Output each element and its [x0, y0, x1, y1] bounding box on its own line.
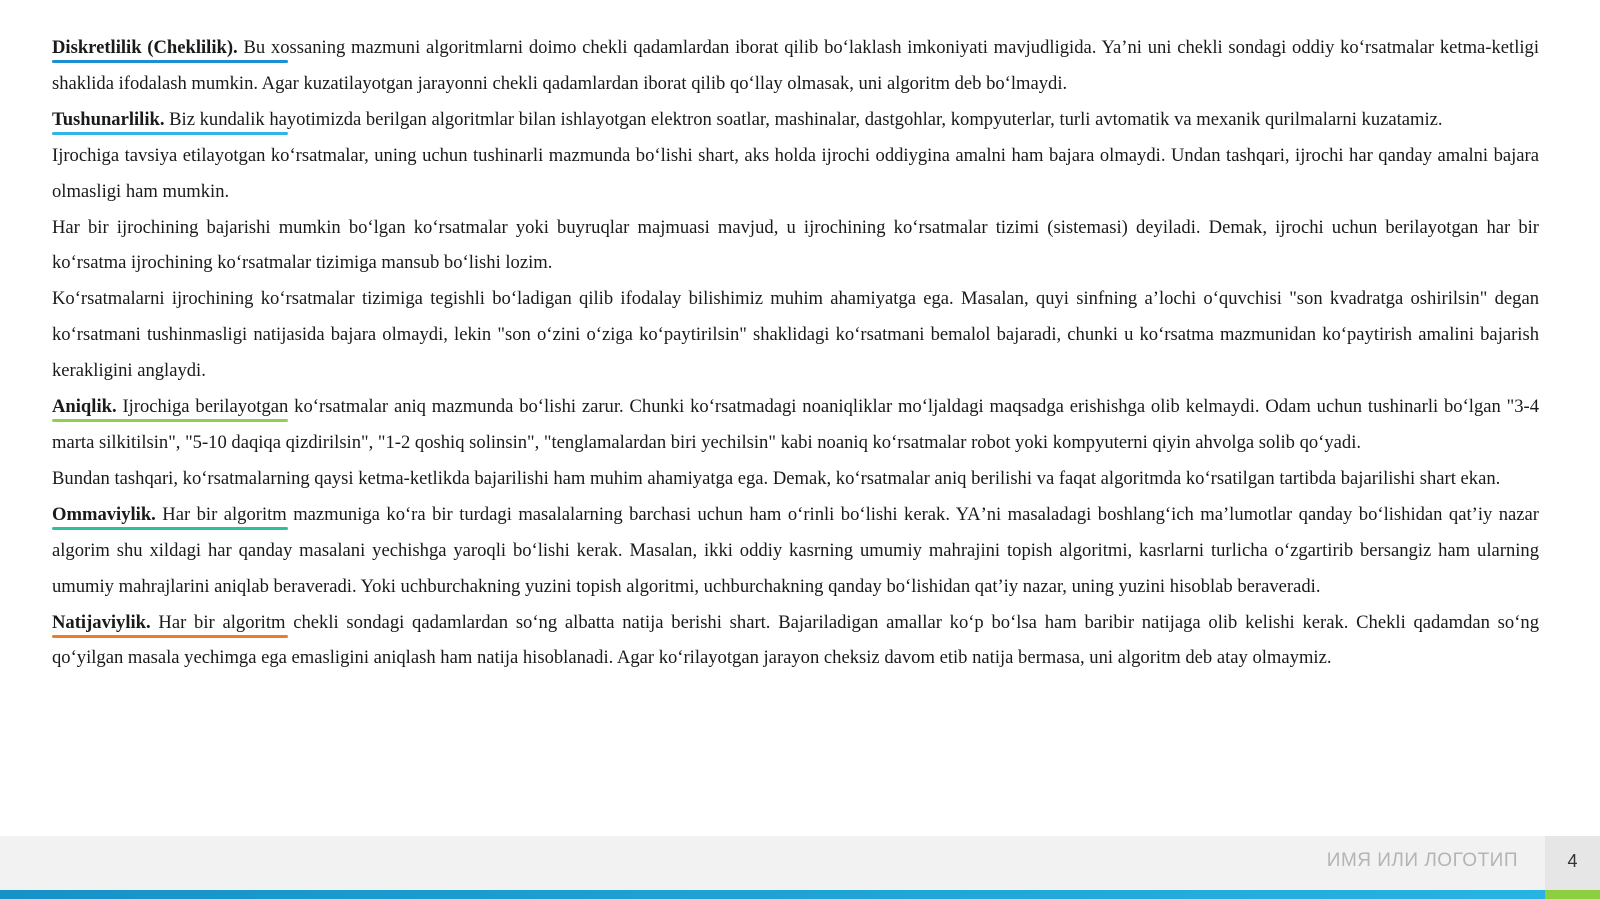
bottom-accent-bar [0, 890, 1545, 899]
paragraph-text: Har bir algoritm chekli sondagi qadamlardan soʻng albatta natija berishi shart. Bajariladigan amallar koʻp boʻlsa ham baribir natijaga olib kelishi kerak. Chekli qadamdan soʻng qoʻyilgan masala yechimga ega emasligini aniqlash ham natija hisoblanadi. Agar koʻrilayotgan jarayon cheksiz davom etib natija bermasa, uni algoritm deb atay olmaymiz. [52, 611, 1539, 669]
page-number: 4 [1567, 851, 1578, 871]
term-label: Tushunarlilik. [52, 108, 165, 130]
term-underline [52, 132, 288, 135]
term-heading [52, 396, 117, 417]
term-heading [52, 37, 238, 58]
term-underline [52, 635, 288, 638]
paragraph [52, 210, 1539, 282]
term-heading [52, 504, 156, 525]
term-underline [52, 419, 288, 422]
paragraph [52, 389, 1539, 461]
term-heading [52, 612, 151, 633]
paragraph-text: Biz kundalik hayotimizda berilgan algoritmlar bilan ishlayotgan elektron soatlar, mashinalar, dastgohlar, kompyuterlar, turli avtomatik va mexanik qurilmalarni kuzatamiz. [164, 108, 1443, 130]
term-label: Ommaviylik. [52, 503, 156, 525]
term-underline [52, 527, 288, 530]
slide-body [52, 30, 1539, 676]
paragraph-text: Bu xossaning mazmuni algoritmlarni doimo chekli qadamlardan iborat qilib boʻlaklash imkoniyati mavjudligida. Yaʼni uni chekli sondagi oddiy koʻrsatmalar ketma-ketligi shaklida ifodalash mumkin. Agar kuzatilayotgan jarayonni chekli qadamlardan iborat qilib qoʻllay olmasak, uni algoritm deb boʻlmaydi. [52, 37, 1539, 94]
paragraph [52, 605, 1539, 677]
paragraph [52, 30, 1539, 102]
term-label: Diskretlilik (Cheklilik). [52, 37, 238, 58]
term-heading [52, 109, 165, 130]
paragraph-text: Ijrochiga tavsiya etilayotgan koʻrsatmalar, uning uchun tushinarli mazmunda boʻlishi shart, aks holda ijrochi oddiygina amalni ham bajara olmaydi. Undan tashqari, ijrochi har qanday amalni bajara olmasligi ham mumkin. [52, 144, 1539, 202]
term-label: Aniqlik. [52, 396, 117, 418]
paragraph-text: Bundan tashqari, koʻrsatmalarning qaysi ketma-ketlikda bajarilishi ham muhim ahamiyatga ega. Demak, koʻrsatmalar aniq berilishi va faqat algoritmda koʻrsatilgan tartibda bajarilishi shart ekan. [52, 467, 1501, 489]
paragraph [52, 281, 1539, 389]
paragraph-text: Har bir ijrochining bajarishi mumkin boʻlgan koʻrsatmalar yoki buyruqlar majmuasi mavjud, u ijrochining koʻrsatmalar tizimi (sistemasi) deyiladi. Demak, ijrochi uchun berilayotgan har bir koʻrsatma ijrochining koʻrsatmalar tizimiga mansub boʻlishi lozim. [52, 216, 1539, 274]
bottom-accent-bar-green [1545, 890, 1600, 899]
logo-placeholder: ИМЯ ИЛИ ЛОГОТИП [1326, 850, 1518, 871]
paragraph [52, 461, 1539, 497]
paragraph-text: Koʻrsatmalarni ijrochining koʻrsatmalar tizimiga tegishli boʻladigan qilib ifodalay bilishimiz muhim ahamiyatga ega. Masalan, quyi sinfning aʼlochi oʻquvchisi "son kvadratga oshirilsin" degan koʻrsatmani tushinmasligi natijasida bajara olmaydi, lekin "son oʻzini oʻziga koʻpaytirilsin" shaklidagi koʻrsatmani bemalol bajaradi, chunki u koʻrsatma mazmunidan koʻpaytirish amalini bajarish kerakligini anglaydi. [52, 288, 1539, 382]
term-underline [52, 60, 288, 63]
slide-footer [0, 836, 1600, 899]
paragraph [52, 102, 1539, 138]
paragraph [52, 497, 1539, 605]
term-label: Natijaviylik. [52, 611, 151, 633]
paragraph [52, 138, 1539, 210]
page-number-box [1545, 836, 1600, 890]
paragraph-text: Ijrochiga berilayotgan koʻrsatmalar aniq mazmunda boʻlishi zarur. Chunki koʻrsatmadagi noaniqliklar moʻljaldagi maqsadga erishishga olib kelmaydi. Odam uchun tushinarli boʻlgan "3-4 marta silkitilsin", "5-10 daqiqa qizdirilsin", "1-2 qoshiq solinsin", "tenglamalardan biri yechilsin" kabi noaniq koʻrsatmalar robot yoki kompyuterni qiyin ahvolga solib qoʻyadi. [52, 396, 1539, 453]
paragraph-text: Har bir algoritm mazmuniga koʻra bir turdagi masalalarning barchasi uchun ham oʻrinli boʻlishi kerak. YAʼni masaladagi boshlangʻich maʼlumotlar qanday boʻlishidan qatʼiy nazar algorim shu xildagi har qanday masalani yechishga yaroqli boʻlishi kerak. Masalan, ikki oddiy kasrning umumiy mahrajini topish algoritmi, kasrlarni turlicha oʻzgartirib bersangiz ham ularning umumiy mahrajlarini aniqlab beraveradi. Yoki uchburchakning yuzini topish algoritmi, uchburchakning qanday boʻlishidan qatʼiy nazar, uning yuzini hisoblab beraveradi. [52, 503, 1539, 597]
